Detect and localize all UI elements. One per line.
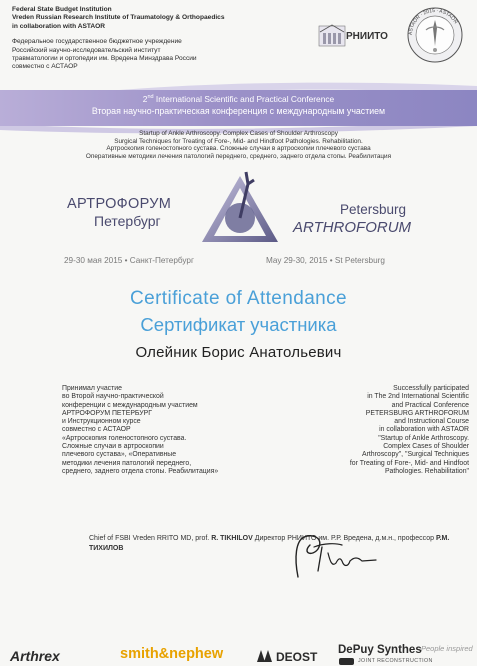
signatory-title-ru: Директор РНИИТО им. Р.Р. Вредена, (254, 535, 374, 542)
depuy-logo-mark-icon (339, 658, 354, 665)
signatory-title-en: Chief of FSBI Vreden RRITO (89, 535, 179, 542)
handwritten-signature (284, 527, 380, 583)
body-en-line: Successfully participated (393, 385, 469, 392)
banner-number: 2 (142, 94, 148, 104)
body-ru-line: плечевого сустава», «Оперативные (62, 451, 177, 459)
signatory-degree-en: MD, prof. (180, 535, 210, 542)
signatory-block (89, 534, 477, 553)
forum-city-en: Petersburg (340, 202, 407, 217)
body-ru-line: во Второй научно-практической (62, 393, 164, 401)
arthroforum-logo (196, 170, 282, 248)
body-ru-line: среднего, заднего отдела стопы. Реабилитация» (62, 467, 219, 475)
sponsor-deost-logo: DEOST (276, 650, 318, 664)
topic-line: Surgical Techniques for Treating of Fore-, Mid- and Hindfoot Pathologies. Rehabilitation. (114, 137, 363, 145)
banner-title-ru: Вторая научно-практическая конференция с международным участием (91, 106, 386, 116)
banner-title-en (0, 94, 477, 104)
signatory-name-ru: Р.М. ТИХИЛОВ (89, 535, 450, 552)
body-en-line: in The 2nd International Scientific (367, 393, 469, 401)
body-en-line: PETERSBURG ARTHROFORUM (365, 409, 469, 417)
course-topics (0, 130, 477, 160)
signatory-name-en: R. TIKHILOV (211, 535, 253, 542)
forum-date-en: May 29-30, 2015 • St Petersburg (266, 256, 385, 265)
body-ru-line: совместно с АСТАОР (62, 426, 131, 434)
header-en-line: Federal State Budget Institution (12, 6, 112, 13)
body-en-line: "Startup of Ankle Arthroscopy. (378, 434, 469, 442)
topic-line: Оперативные методики лечения патологий переднего, среднего, заднего отдела стопы. Реабилитация (85, 152, 392, 160)
body-en-line: in collaboration with ASTAOR (379, 426, 469, 434)
signatory-name-line-en (180, 535, 252, 542)
rniito-logo-text: РНИИТО (346, 31, 388, 42)
body-ru-line: методики лечения патологий переднего, (62, 459, 192, 467)
body-ru-line: Принимал участие (62, 385, 122, 392)
header-ru-line: Российский научно-исследовательский институт (12, 46, 161, 54)
header-ru-line: травматологии и ортопедии им. Вредена Минздрава России (12, 55, 197, 63)
participation-text-ru (62, 385, 272, 476)
astaor-seal (406, 6, 464, 64)
body-ru-line: АРТРОФОРУМ ПЕТЕРБУРГ (62, 409, 152, 417)
banner-title-en-rest: International Scientific and Practical Conference (153, 94, 335, 104)
body-en-line: Arthroscopy", "Surgical Techniques (361, 451, 469, 459)
body-en-line: and Practical Conference (391, 401, 469, 409)
deost-logo-mark-icon (256, 648, 273, 663)
certificate-title-ru: Сертификат участника (140, 314, 337, 335)
topic-line: Артроскопия голеностопного сустава. Сложные случаи в артроскопии плечевого сустава (106, 145, 371, 153)
body-ru-line: и Инструкционном курсе (62, 418, 141, 426)
sponsor-arthrex-logo: Arthrex (10, 648, 60, 664)
rniito-logo (318, 18, 392, 48)
participation-text-en (265, 385, 469, 476)
sponsor-depuy-tagline: People inspired (421, 644, 473, 653)
banner-ordinal-suffix: nd (147, 94, 154, 101)
body-ru-line: конференции с международным участием (62, 401, 198, 409)
body-ru-line: «Артроскопия голеностопного сустава. (62, 434, 187, 442)
sponsor-footer (0, 620, 477, 666)
forum-date-ru: 29-30 мая 2015 • Санкт-Петербург (64, 256, 194, 265)
topic-line: Startup of Ankle Arthroscopy. Complex Cases of Shoulder Arthroscopy (139, 130, 338, 137)
body-ru-line: Сложные случаи в артроскопии (62, 443, 164, 451)
header-ru-line: Федеральное государственное бюджетное учреждение (12, 38, 182, 46)
forum-city-ru: Петербург (94, 213, 161, 229)
header-en-line: in collaboration with ASTAOR (12, 22, 106, 30)
body-en-line: for Treating of Fore-, Mid- and Hindfoot (349, 459, 469, 467)
sponsor-depuy-synthes-logo: DePuy Synthes (338, 644, 422, 656)
institution-header (12, 6, 312, 72)
sponsor-smith-nephew-logo: smith&nephew (120, 646, 224, 662)
forum-name-ru: АРТРОФОРУМ (67, 196, 172, 212)
institution-header-ru (12, 38, 312, 72)
body-en-line: Complex Cases of Shoulder (383, 443, 469, 451)
astaor-seal-ring-text: ASTAOR · 2015 · ASTAOR (407, 7, 459, 36)
body-en-line: Pathologies. Rehabilitation" (384, 467, 469, 475)
certificate-title-en: Certificate of Attendance (129, 288, 347, 309)
institution-header-en (12, 6, 312, 31)
header-en-line: Vreden Russian Research Institute of Traumatology & Orthopaedics (12, 14, 225, 22)
forum-name-en: ARTHROFORUM (293, 219, 412, 236)
signatory-degree-ru: д.м.н., профессор (375, 535, 435, 542)
participant-name: Олейник Борис Анатольевич (135, 344, 342, 361)
body-en-line: and Instructional Course (394, 418, 469, 426)
header-ru-line: совместно с АСТАОР (12, 63, 78, 71)
sponsor-depuy-subtitle: JOINT RECONSTRUCTION (358, 658, 433, 664)
